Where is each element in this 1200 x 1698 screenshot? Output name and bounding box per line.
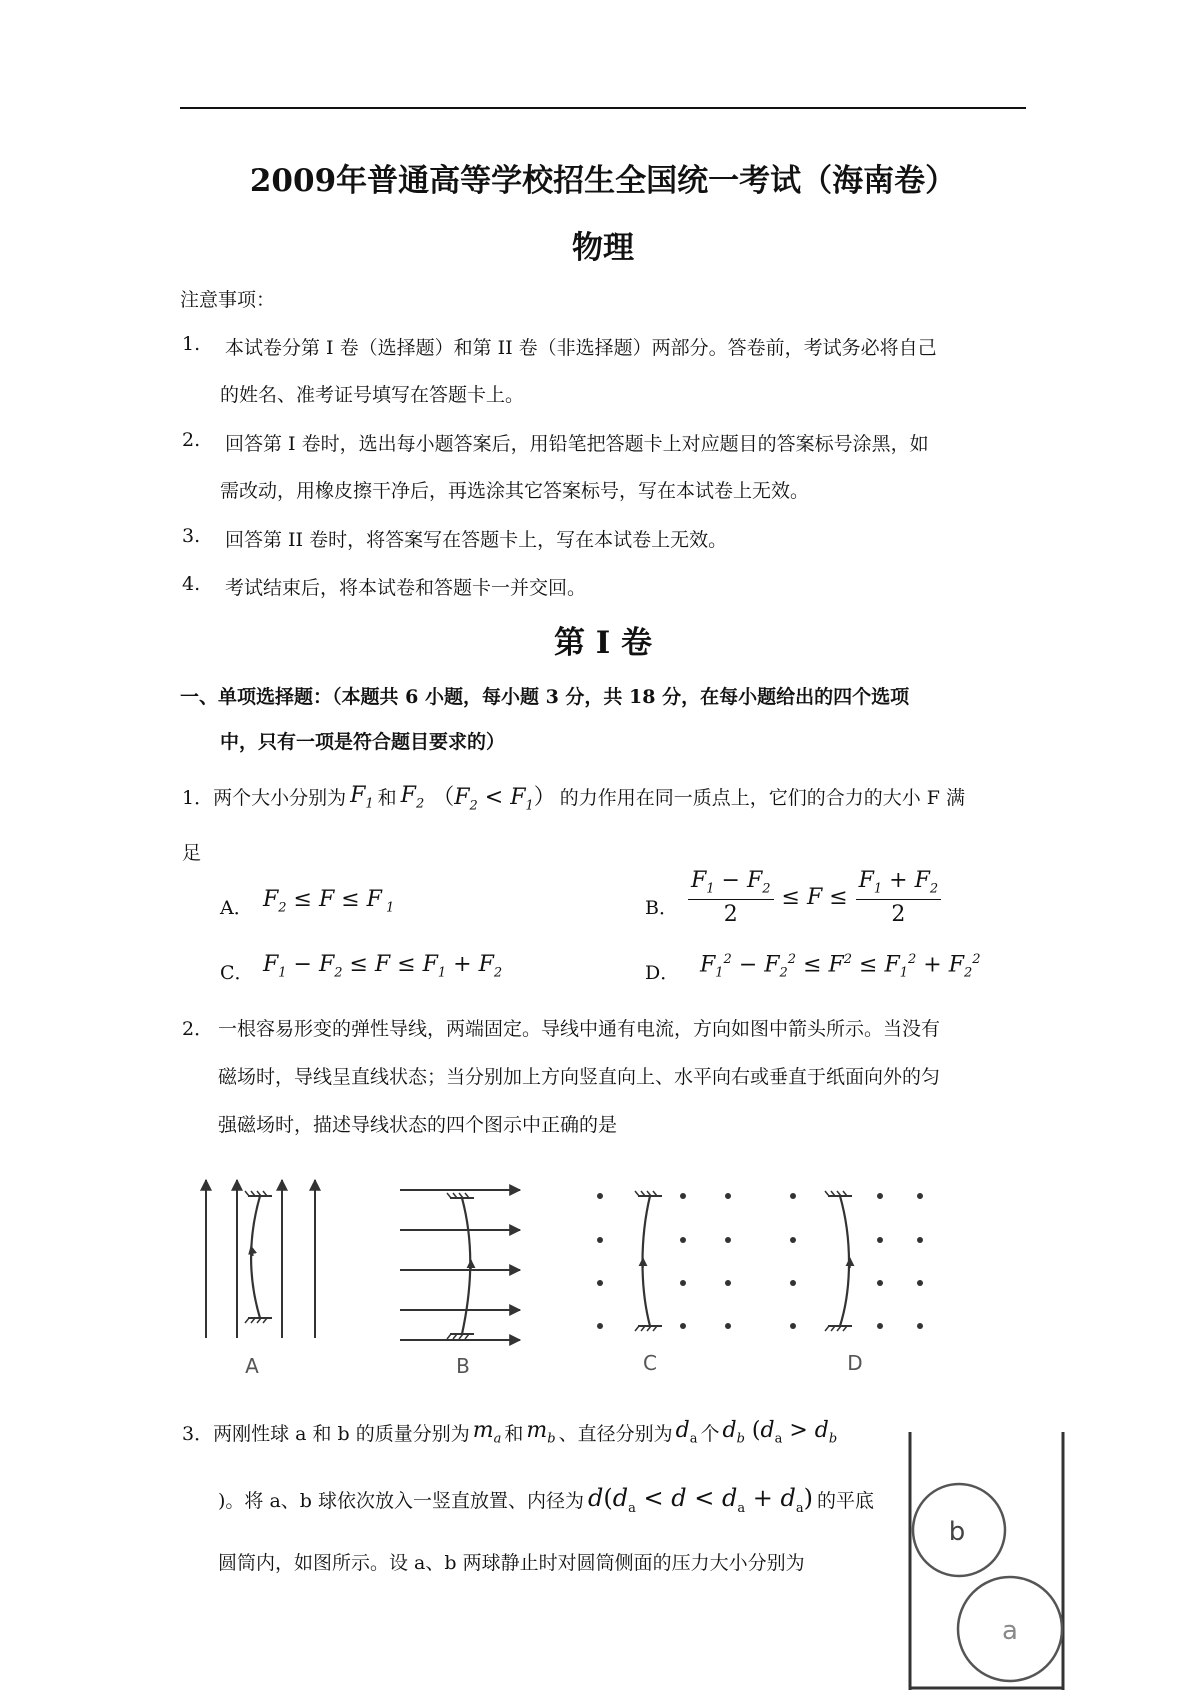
- question-3-stem: [182, 1418, 840, 1446]
- notice-heading: 注意事项：: [180, 289, 276, 311]
- question-1-line2: 足: [182, 842, 202, 864]
- question-2-number: 2．: [182, 1018, 214, 1040]
- question-2-line1: 一根容易形变的弹性导线，两端固定。导线中通有电流，方向如图中箭头所示。当没有: [218, 1018, 941, 1040]
- question-3-line2: [218, 1484, 874, 1516]
- notice-item-3-line1: 回答第 II 卷时，将答案写在答题卡上，写在本试卷上无效。: [225, 529, 728, 551]
- notice-item-4-line1: 考试结束后，将本试卷和答题卡一并交回。: [225, 577, 587, 599]
- q3-symbol-d-condition: $d(d_a < d < d_a + d_a)$: [587, 1484, 813, 1516]
- q1-option-c-label: C．: [220, 962, 254, 984]
- question-3-cylinder-figure: [905, 1432, 1075, 1694]
- question-3-text-c: 、直径分别为: [558, 1422, 673, 1445]
- q1-option-b-formula: $\frac{F_1 - F_2}{2}$ ≤ F ≤ $\frac{F_1 + F_2}{2}$: [688, 868, 941, 928]
- section-heading-line2: 中，只有一项是符合题目要求的）: [220, 731, 506, 753]
- question-1-text-a: 两个大小分别为: [213, 787, 347, 810]
- notice-item-3-num: 3.: [182, 525, 201, 547]
- q2-label-c: C: [643, 1351, 657, 1375]
- question-3-line2-a: )。将 a、b 球依次放入一竖直放置、内径为: [218, 1490, 584, 1513]
- notice-item-1-line2: 的姓名、准考证号填写在答题卡上。: [220, 384, 525, 406]
- q2-label-d: D: [847, 1351, 863, 1375]
- exam-subject: 物理: [572, 230, 634, 266]
- question-3-text-b: 和: [504, 1422, 524, 1445]
- notice-item-2-num: 2.: [182, 429, 201, 451]
- question-3-number: 3．: [182, 1422, 214, 1445]
- part-one-heading: 第 I 卷: [553, 625, 653, 661]
- q2-figure-a: [206, 1180, 315, 1338]
- q2-figure-b: [400, 1190, 520, 1340]
- notice-item-2-line2: 需改动，用橡皮擦干净后，再选涂其它答案标号，写在本试卷上无效。: [220, 480, 810, 502]
- header-rule: [180, 107, 1026, 109]
- q1-condition: $(F_2 < F_1)$: [432, 785, 556, 814]
- q3-symbol-mb: $m_b$: [526, 1418, 556, 1447]
- q2-figure-d: [825, 1191, 852, 1331]
- q3-symbol-db: $d_b$ ($d_a > d_b$: [722, 1418, 838, 1447]
- q3-symbol-da: $d_a$: [675, 1418, 698, 1447]
- question-2-line3: 强磁场时，描述导线状态的四个图示中正确的是: [218, 1114, 618, 1136]
- question-1-text-c: 的力作用在同一质点上，它们的合力的大小 F 满: [559, 787, 966, 810]
- ball-b-label: b: [948, 1517, 966, 1547]
- question-2-line2: 磁场时，导线呈直线状态；当分别加上方向竖直向上、水平向右或垂直于纸面向外的匀: [218, 1066, 941, 1088]
- section-heading-line1: 一、单项选择题：（本题共 6 小题，每小题 3 分，共 18 分，在每小题给出的四个选项: [180, 686, 910, 708]
- notice-item-4-num: 4.: [182, 573, 201, 595]
- notice-item-1-num: 1.: [182, 333, 201, 355]
- question-3-line3: 圆筒内，如图所示。设 a、b 两球静止时对圆筒侧面的压力大小分别为: [218, 1552, 805, 1574]
- question-2-figures: [180, 1148, 1000, 1388]
- q1-option-a-formula: $F_2 \le F \le F$ $_1$: [263, 887, 395, 916]
- q1-option-d-formula: $F_1^2 - F_2^2 \le F^2 \le F_1^2 + F_2^2$: [700, 952, 981, 981]
- question-3-line2-b: 的平底: [816, 1490, 874, 1513]
- question-1-stem: [182, 780, 965, 813]
- notice-item-1-line1: 本试卷分第 I 卷（选择题）和第 II 卷（非选择题）两部分。答卷前，考试务必将自己: [225, 337, 937, 359]
- q1-option-d-label: D．: [645, 962, 680, 984]
- q1-symbol-f1: $F_1$: [350, 782, 374, 811]
- q1-option-c-formula: $F_1 - F_2 \le F \le F_1 + F_2$: [263, 952, 503, 981]
- notice-item-2-line1: 回答第 I 卷时，选出每小题答案后，用铅笔把答题卡上对应题目的答案标号涂黑，如: [225, 433, 929, 455]
- q2-label-a: A: [245, 1354, 259, 1378]
- exam-title: 2009年普通高等学校招生全国统一考试（海南卷）: [249, 163, 957, 199]
- question-1-number: 1．: [182, 787, 214, 810]
- q2-figure-c: [635, 1191, 662, 1331]
- question-3-text-d: 个: [700, 1422, 720, 1445]
- q1-option-a-label: A．: [220, 897, 253, 919]
- question-1-text-b: 和: [377, 787, 397, 810]
- q1-option-b-label: B．: [645, 897, 678, 919]
- ball-a-label: a: [1002, 1616, 1018, 1646]
- q1-symbol-f2: $F_2$: [400, 782, 425, 811]
- question-3-text-a: 两刚性球 a 和 b 的质量分别为: [213, 1422, 470, 1445]
- q3-symbol-ma: $m_a$: [472, 1418, 502, 1447]
- q2-label-b: B: [456, 1354, 470, 1378]
